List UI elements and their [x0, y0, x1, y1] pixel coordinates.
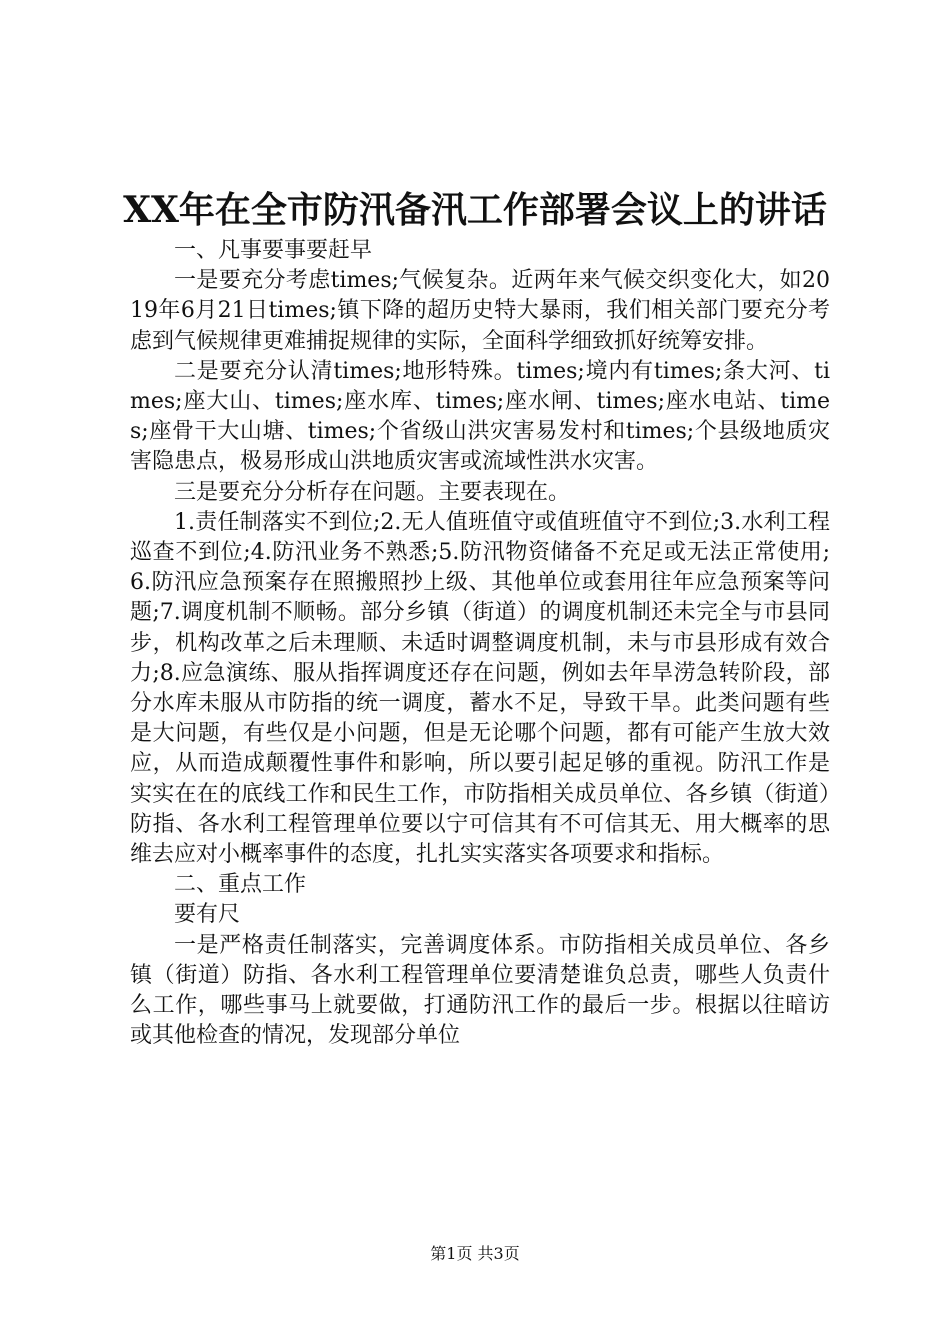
section-heading-1: 一、凡事要事要赶早 [174, 238, 373, 263]
paragraph-terrain: 二是要充分认清times;地形特殊。times;境内有times;条大河、times;座大山、times;座水库、times;座水闸、times;座水电站、times;座骨干大山塘、times;个省级山洪灾害易发村和times;个县级地质灾害隐患点，极易形成山洪地质灾害或流域性洪水灾害。 [130, 358, 830, 475]
document-title: XX年在全市防汛备汛工作部署会议上的讲话 [123, 189, 827, 231]
paragraph-climate: 一是要充分考虑times;气候复杂。近两年来气候交织变化大，如2019年6月21日times;镇下降的超历史特大暴雨，我们相关部门要充分考虑到气候规律更难捕捉规律的实际，全面科学细致抓好统筹安排。 [130, 268, 830, 354]
section-heading-2: 二、重点工作 [174, 872, 307, 898]
subheading-ruler: 要有尺 [174, 902, 241, 928]
paragraph-problems-list: 1.责任制落实不到位;2.无人值班值守或值班值守不到位;3.水利工程巡查不到位;4.防汛业务不熟悉;5.防汛物资储备不充足或无法正常使用;6.防汛应急预案存在照搬照抄上级、其他单位或套用往年应急预案等问题;7.调度机制不顺畅。部分乡镇（街道）的调度机制还未完全与市县同步，机构改革之后未理顺、未适时调整调度机制，未与市县形成有效合力;8.应急演练、服从指挥调度还存在问题，例如去年旱涝急转阶段，部分水库未服从市防指的统一调度，蓄水不足，导致干旱。此类问题有些是大问题，有些仅是小问题，但是无论哪个问题，都有可能产生放大效应，从而造成颠覆性事件和影响，所以要引起足够的重视。防汛工作是实实在在的底线工作和民生工作，市防指相关成员单位、各乡镇（街道）防指、各水利工程管理单位要以宁可信其有不可信其无、用大概率的思维去应对小概率事件的态度，扎扎实实落实各项要求和指标。 [130, 509, 830, 868]
paragraph-responsibility: 一是严格责任制落实，完善调度体系。市防指相关成员单位、各乡镇（街道）防指、各水利工程管理单位要清楚谁负总责，哪些人负责什么工作，哪些事马上就要做，打通防汛工作的最后一步。根据以往暗访或其他检查的情况，发现部分单位 [130, 932, 830, 1049]
page-footer: 第1页 共3页 [430, 1244, 520, 1263]
document-body [130, 236, 830, 1051]
paragraph-problems-intro: 三是要充分分析存在问题。主要表现在。 [174, 479, 571, 505]
